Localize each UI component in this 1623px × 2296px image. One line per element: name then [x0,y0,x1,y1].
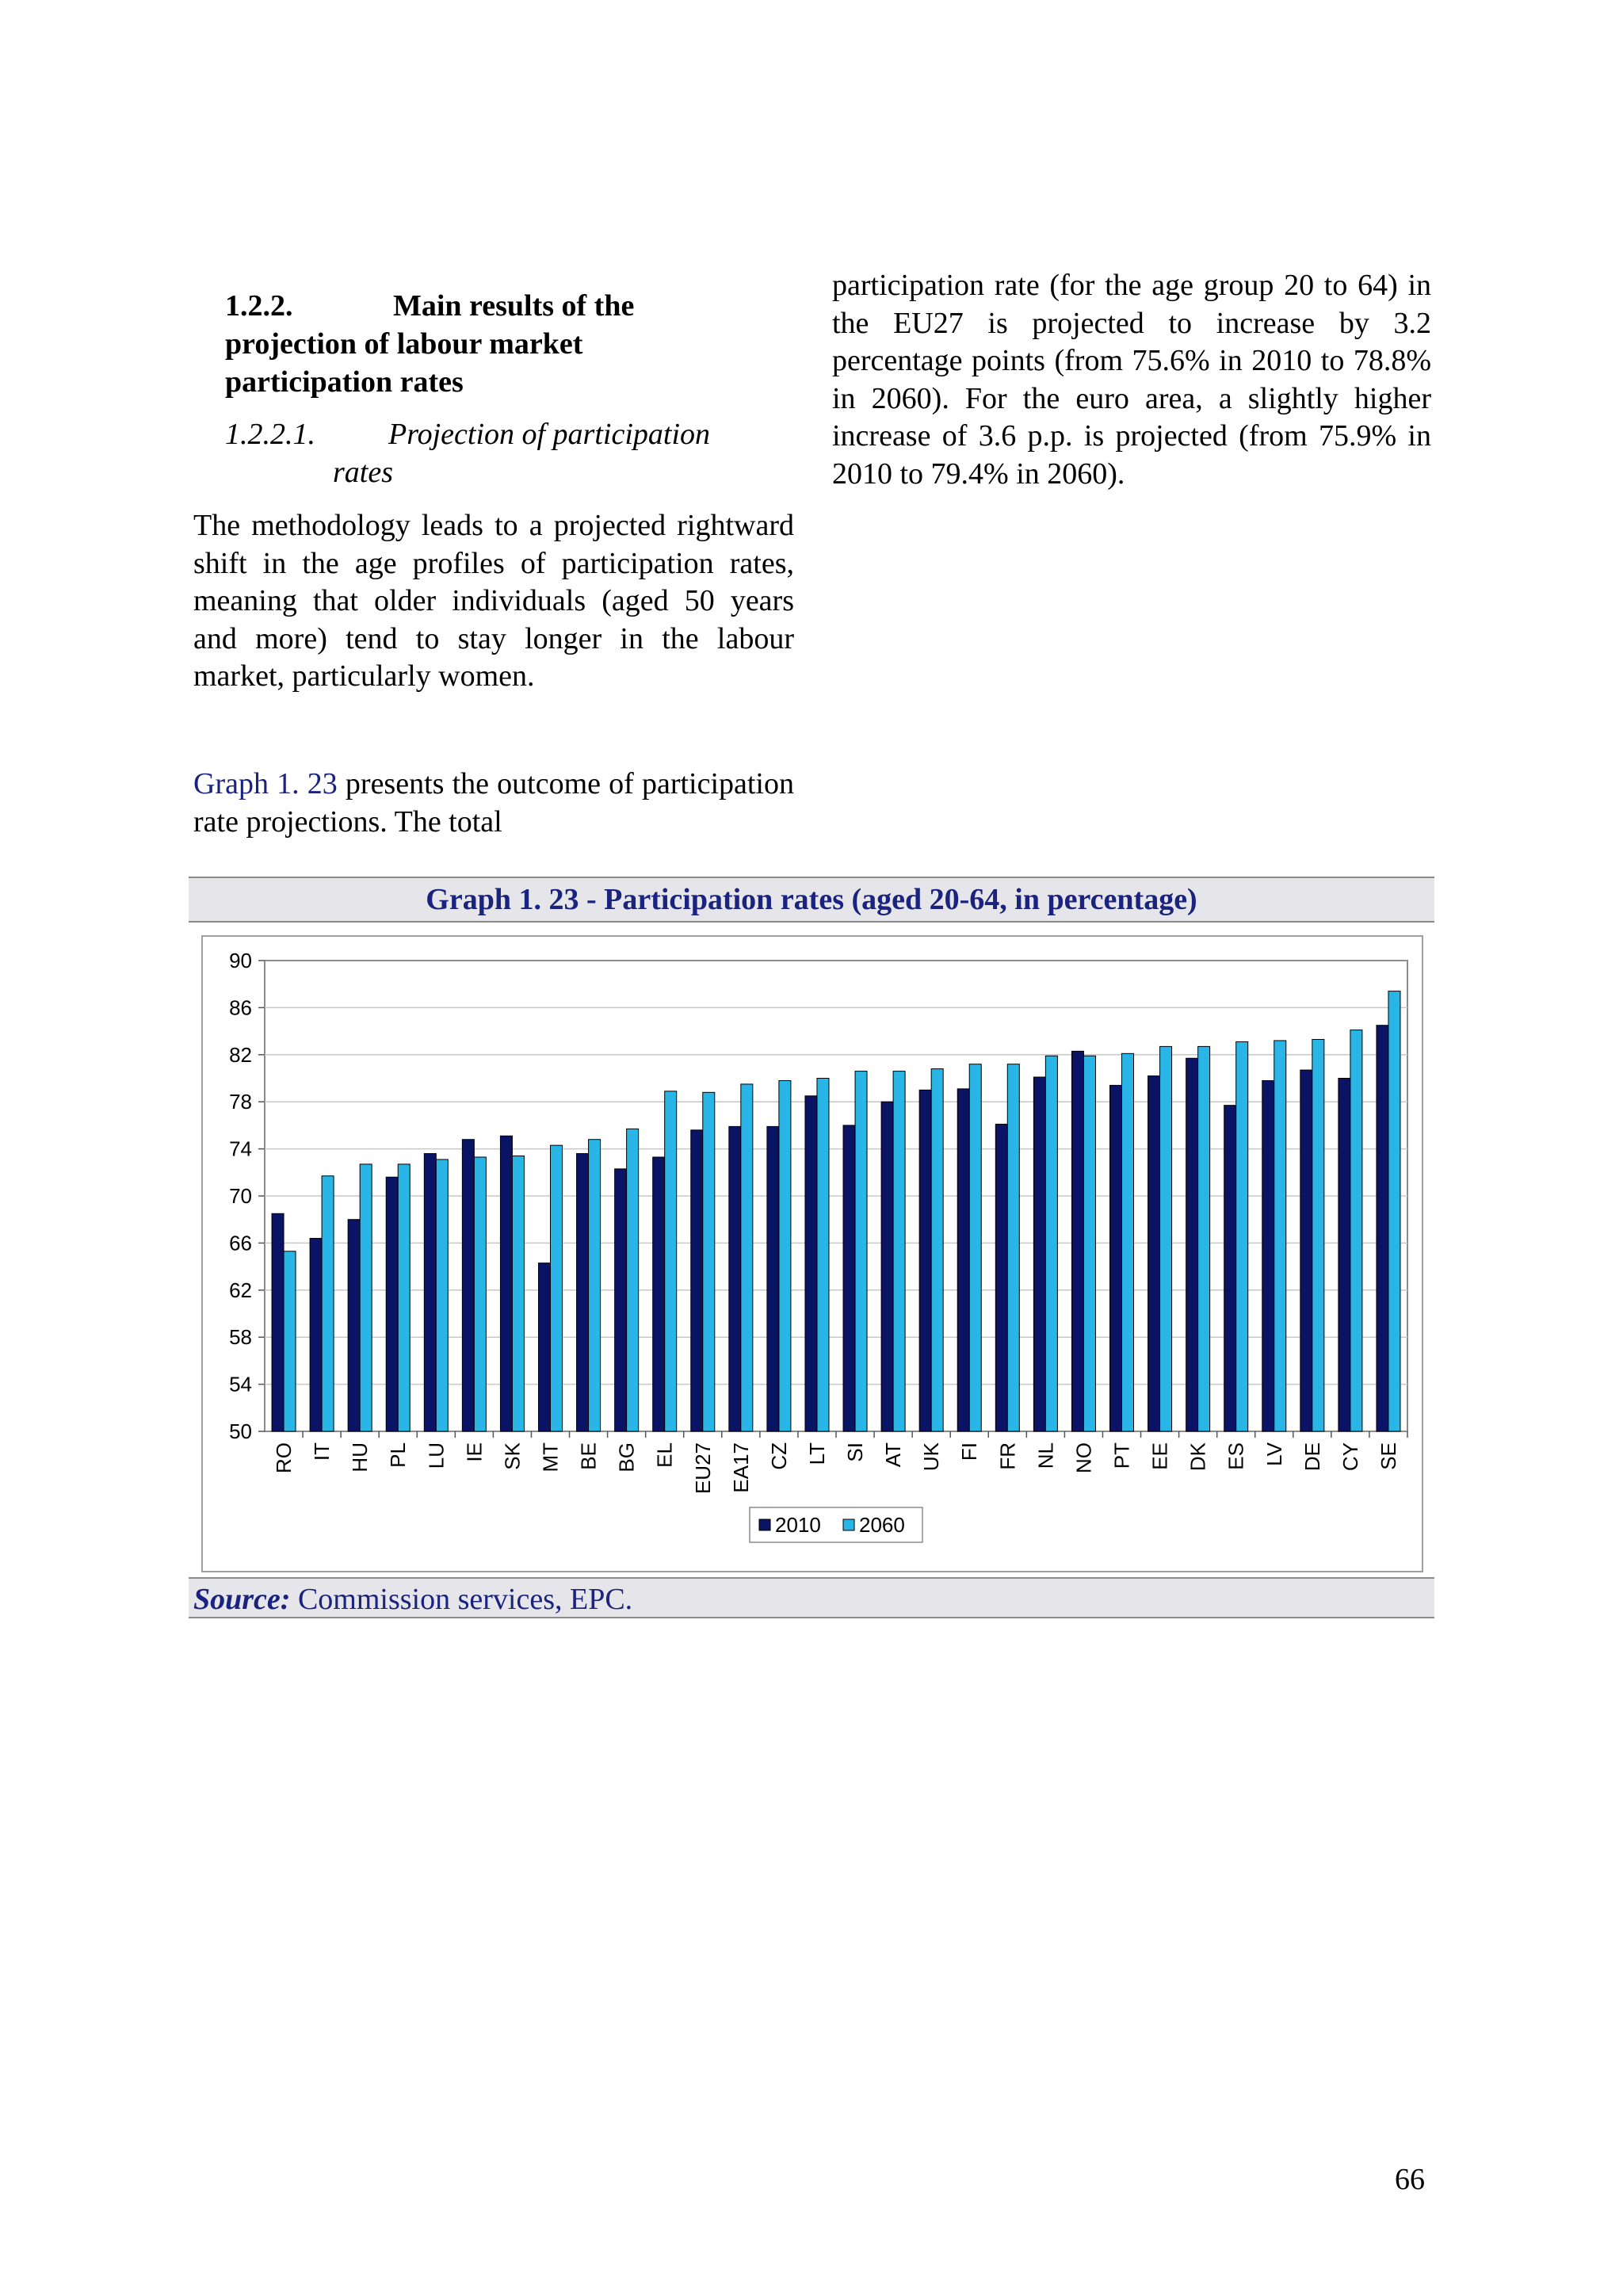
x-tick-label: EA17 [728,1442,753,1493]
x-tick-label: BG [614,1442,639,1473]
x-tick-label: DK [1186,1442,1210,1472]
bar-2060-DK [1198,1046,1210,1431]
bar-2060-LT [817,1079,829,1432]
legend-label-2010: 2010 [775,1513,821,1537]
bar-2060-EU27 [703,1092,715,1431]
x-tick-label: PT [1109,1442,1134,1469]
x-tick-label: PL [386,1442,411,1468]
bar-2060-HU [360,1164,372,1431]
x-tick-label: DE [1300,1442,1324,1472]
x-tick-label: FR [995,1442,1020,1470]
section-title-line1: Main results of the [393,289,635,323]
y-tick-label: 86 [229,995,252,1020]
participation-rates-chart [203,937,1422,1571]
bar-2060-NL [1045,1056,1057,1431]
x-tick-label: LT [804,1442,829,1465]
y-tick-label: 78 [229,1090,252,1114]
bar-2060-EA17 [741,1084,753,1431]
section-title-line2: projection of labour market [225,327,583,361]
section-heading [225,287,669,401]
bar-2010-HU [348,1220,360,1431]
x-tick-label: NO [1071,1442,1096,1473]
bar-2060-IT [322,1176,334,1431]
legend-swatch-2010 [759,1519,770,1530]
y-tick-label: 62 [229,1278,252,1302]
paragraph-graph-intro-text: presents the outcome of participation rate projections. The total [193,767,794,839]
y-tick-label: 90 [229,949,252,972]
x-tick-label: AT [881,1442,906,1468]
subsection-heading [225,415,780,491]
x-tick-label: EE [1148,1442,1172,1470]
source-note [189,1577,1434,1618]
x-tick-label: IE [462,1442,487,1462]
bar-2060-SI [855,1072,867,1431]
bar-2060-SK [512,1156,524,1431]
bar-2060-CZ [779,1080,791,1431]
page-number: 66 [1395,2163,1425,2196]
x-tick-label: HU [348,1442,372,1473]
bar-2060-FI [969,1064,981,1431]
y-tick-label: 74 [229,1137,252,1161]
bar-2010-NO [1071,1051,1083,1431]
bar-2010-NL [1033,1077,1045,1431]
bar-2060-DE [1312,1039,1324,1431]
bar-2060-BG [627,1129,639,1431]
bar-2060-RO [284,1251,296,1431]
bar-2010-PL [386,1177,398,1431]
graph-reference-link[interactable]: Graph 1. 23 [193,767,338,800]
bar-2010-EE [1148,1076,1160,1431]
bar-2010-DK [1186,1058,1198,1431]
x-tick-label: SE [1376,1442,1400,1470]
y-tick-label: 82 [229,1042,252,1067]
bar-2060-MT [551,1145,563,1431]
y-tick-label: 66 [229,1231,252,1255]
x-tick-label: CY [1338,1442,1362,1472]
graph-container [189,877,1434,1537]
y-tick-label: 58 [229,1325,252,1350]
bar-2010-ES [1224,1106,1236,1431]
bar-2010-LT [805,1096,817,1431]
graph-title: Graph 1. 23 - Participation rates (aged 20-64, in percentage) [189,877,1434,923]
x-tick-label: ES [1224,1442,1248,1470]
bar-2060-EE [1160,1046,1172,1431]
bar-2060-SE [1388,991,1400,1431]
x-tick-label: BE [576,1442,601,1470]
bar-2010-BE [577,1154,589,1431]
bar-2060-IE [474,1157,486,1431]
bar-2060-CY [1350,1030,1362,1431]
bar-2010-LU [424,1154,436,1431]
x-tick-label: EL [652,1442,677,1468]
x-tick-label: CZ [766,1442,791,1470]
bar-2010-CY [1338,1079,1350,1432]
bar-2010-EL [653,1157,665,1431]
bar-2060-EL [665,1091,677,1431]
bar-2060-BE [589,1140,601,1431]
section-number: 1.2.2. [225,289,293,323]
bar-2060-ES [1236,1041,1248,1431]
source-label: Source: [193,1583,291,1616]
bar-2060-UK [931,1069,943,1431]
bar-2010-SK [500,1136,512,1431]
bar-2010-CZ [767,1126,779,1431]
x-tick-label: SI [843,1442,868,1462]
bar-2060-AT [893,1072,905,1431]
chart-frame [201,935,1423,1572]
bar-2060-PL [398,1164,410,1431]
bar-2010-IE [462,1140,474,1431]
source-text: Commission services, EPC. [290,1583,633,1616]
bar-2010-UK [919,1090,931,1431]
x-tick-label: UK [919,1442,944,1472]
y-tick-label: 70 [229,1184,252,1208]
paragraph-graph-intro [193,766,794,841]
legend-label-2060: 2060 [859,1513,905,1537]
x-tick-label: LV [1262,1442,1286,1466]
bar-2010-BG [615,1169,627,1431]
bar-2060-NO [1083,1056,1095,1431]
subsection-title-line1: Projection of participation [388,418,710,451]
subsection-title-line2: rates [333,456,393,489]
bar-2010-AT [881,1102,893,1431]
bar-2060-FR [1007,1064,1019,1431]
x-tick-label: NL [1033,1442,1058,1469]
bar-2010-RO [272,1213,284,1431]
bar-2060-PT [1122,1053,1134,1431]
bar-2010-FI [957,1089,969,1431]
bar-2010-FR [995,1124,1007,1431]
bar-2010-EU27 [691,1130,703,1431]
bar-2010-IT [310,1238,322,1431]
paragraph-participation-rate: participation rate (for the age group 20 to 64) in the EU27 is projected to increase by 3.2 percentage points (from 75.6% in 2010 to 78.8% in 2060). For the euro area, a slightly higher increase of 3.6 p.p. is projected (from 75.9% in 2010 to 79.4% in 2060). [832,269,1431,491]
x-tick-label: SK [500,1442,525,1470]
x-tick-label: RO [272,1442,296,1473]
bar-2010-SI [843,1125,855,1431]
bar-2060-LU [436,1159,448,1431]
paragraph-methodology: The methodology leads to a projected rightward shift in the age profiles of participation rates, meaning that older individuals (aged 50 years and more) tend to stay longer in the labour market, particularly women. [193,509,794,693]
x-tick-label: FI [957,1442,982,1461]
legend-swatch-2060 [843,1519,854,1530]
bar-2010-DE [1300,1070,1312,1431]
bar-2010-SE [1377,1026,1388,1431]
x-tick-label: IT [310,1442,334,1461]
y-tick-label: 54 [229,1372,252,1396]
subsection-number: 1.2.2.1. [225,418,315,451]
x-tick-label: MT [538,1442,563,1473]
bar-2010-EA17 [729,1126,741,1431]
y-tick-label: 50 [229,1419,252,1443]
x-tick-label: LU [424,1442,449,1469]
x-tick-label: EU27 [690,1442,715,1495]
bar-2060-LV [1274,1041,1286,1431]
bar-2010-MT [539,1263,551,1431]
bar-2010-LV [1262,1080,1274,1431]
bar-2010-PT [1110,1085,1122,1431]
section-title-line3: participation rates [225,365,464,399]
